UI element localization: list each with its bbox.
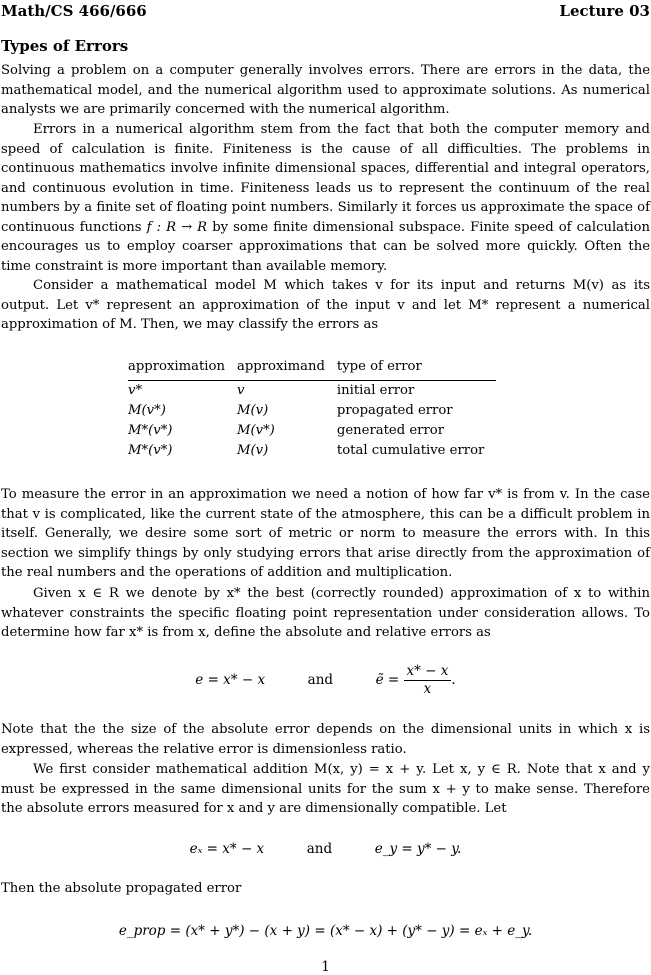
equation-component-errors [0,841,651,857]
table-cell: M(v) [236,403,269,418]
table-cell: total cumulative error [336,443,485,458]
table-cell: generated error [336,423,445,438]
y-error-equation: e_y = y* − y. [374,841,462,857]
relative-error-lhs: ẽ = [375,672,400,688]
table-header-cell: type of error [337,359,496,381]
table-cell: M(v) [236,443,269,458]
table-cell: M*(v*) [128,443,173,458]
paragraph-intro: Solving a problem on a computer generally involves errors. There are errors in the data, the mathematical model, and the numerical algorithm used to approximate solutions. As numerical analysts we are primarily concerned with the numerical algorithm. [1,63,650,117]
table-cell: M*(v*) [128,423,173,438]
relative-error-fraction [404,663,452,698]
table-header-cell: approximand [237,359,337,381]
table-row [128,403,496,423]
course-title: Math/CS 466/666 [1,2,147,20]
relative-error-denominator: x [423,681,432,697]
function-notation: f : R → R [146,219,208,235]
equation-propagated-error [0,923,651,939]
table-header-cell: approximation [128,359,237,381]
table-cell: v* [128,383,143,398]
equation-and: and [306,841,333,857]
table-cell: M(v*) [236,423,275,438]
table-cell: v [236,383,245,398]
table-row [128,423,496,443]
paragraph-finiteness-b: by some finite dimensional subspace. Finite speed of calculation encourages us to employ coarser approximations that can be solved more quickly. Often the time constraint is more important than available memory. [1,219,650,274]
section-title: Types of Errors [1,37,129,55]
table-cell: propagated error [336,403,453,418]
page-number: 1 [321,959,330,975]
table-cell: initial error [336,383,415,398]
equation-errors: e = x* − x and ẽ = $\frac{x* - x}{x}$ . [195,663,456,697]
paragraph-definitions: Given x ∈ R we denote by x* the best (correctly rounded) approximation of x to within whatever constraints the specific floating point representation under consideration allows. To determine how far x* is from x, define the absolute and relative errors as [1,586,650,640]
relative-error-numerator: x* − x [404,663,452,681]
paragraph-finiteness-a: Errors in a numerical algorithm stem from the fact that both the computer memory and speed of calculation is finite. Finiteness is the cause of all difficulties. The problems in continuous mathematics involve infinite dimensional spaces, differential and integral operators, and continuous evolution in time. Finiteness leads us to represent the continuum of the real numbers by a finite set of floating point numbers. Similarly it forces us approximate the space of continuous functions [1,122,650,235]
table-row [128,443,496,463]
table-header-row [128,359,496,381]
paragraph-addition: We first consider mathematical addition M(x, y) = x + y. Let x, y ∈ R. Note that x and y must be expressed in the same dimensional units for the sum x + y to make sense. Therefore the absolute errors measured for x and y are dimensionally compatible. Let [1,762,650,816]
paragraph-model: Consider a mathematical model M which takes v for its input and returns M(v) as its output. Let v* represent an approximation of the input v and let M* represent a numerical approximation of M. Then, we may classify the errors as [1,278,650,332]
x-error-equation: eₓ = x* − x [189,841,265,857]
paragraph-propagated: Then the absolute propagated error [1,881,242,896]
error-classification-table [128,359,496,463]
table-cell: M(v*) [128,403,166,418]
paragraph-units: Note that the the size of the absolute error depends on the dimensional units in which x is expressed, whereas the relative error is dimensionless ratio. [1,722,650,757]
paragraph-measure: To measure the error in an approximation we need a notion of how far v* is from v. In the case that v is complicated, like the current state of the atmosphere, this can be a difficult problem in itself. Generally, we desire some sort of metric or norm to measure the errors with. In this section we simplify things by only studying errors that arise directly from the approximation of the real numbers and the operations of addition and multiplication. [1,487,650,580]
absolute-error-equation: e = x* − x [195,672,266,688]
equation-and: and [307,672,334,688]
lecture-label: Lecture 03 [559,2,650,20]
paragraph-finiteness [1,120,650,276]
table-row [128,381,496,404]
propagated-error-equation: e_prop = (x* + y*) − (x + y) = (x* − x) + (y* − y) = eₓ + e_y. [118,923,533,939]
page-header [0,0,651,22]
